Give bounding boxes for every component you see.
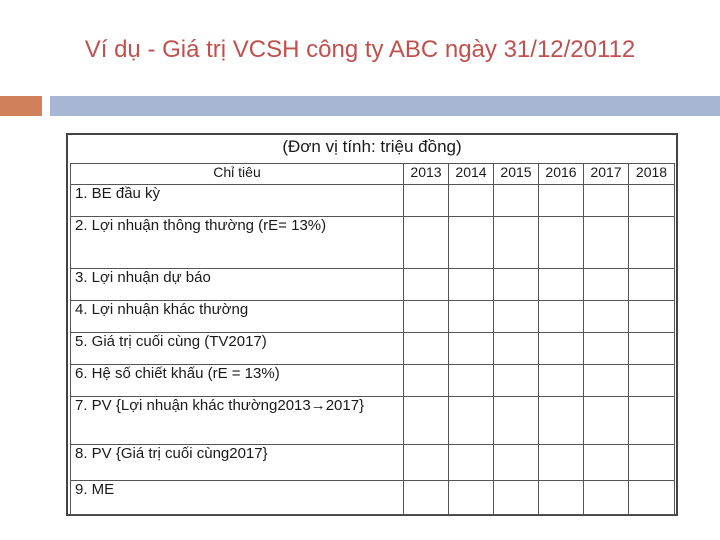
- value-cell: [629, 333, 675, 365]
- value-cell: [584, 217, 629, 269]
- row-label: 4. Lợi nhuận khác thường: [71, 301, 404, 333]
- value-cell: [629, 445, 675, 481]
- value-cell: [449, 481, 494, 515]
- value-cell: [584, 269, 629, 301]
- value-cell: [404, 269, 449, 301]
- value-cell: [539, 397, 584, 445]
- value-cell: [404, 397, 449, 445]
- table-row: [71, 269, 675, 301]
- value-cell: [584, 301, 629, 333]
- value-cell: [494, 185, 539, 217]
- value-cell: [584, 481, 629, 515]
- value-cell: [404, 217, 449, 269]
- row-label: 3. Lợi nhuận dự báo: [71, 269, 404, 301]
- column-header-year: 2016: [539, 164, 584, 185]
- value-cell: [449, 445, 494, 481]
- table-row: [71, 217, 675, 269]
- title-underline-bar: [50, 96, 720, 116]
- column-header-year: 2017: [584, 164, 629, 185]
- table-row: [71, 301, 675, 333]
- value-cell: [539, 269, 584, 301]
- valuation-table: [70, 163, 675, 515]
- table-row: [71, 365, 675, 397]
- value-cell: [629, 217, 675, 269]
- unit-note: (Đơn vị tính: triệu đồng): [282, 137, 462, 156]
- value-cell: [539, 365, 584, 397]
- value-cell: [629, 365, 675, 397]
- value-cell: [404, 365, 449, 397]
- value-cell: [629, 185, 675, 217]
- value-cell: [404, 185, 449, 217]
- table-row: [71, 397, 675, 445]
- row-label: 2. Lợi nhuận thông thường (rE= 13%): [71, 217, 404, 269]
- table-row: [71, 445, 675, 481]
- slide-title: Ví dụ - Giá trị VCSH công ty ABC ngày 31/12/20112: [84, 36, 636, 63]
- column-header-year: 2014: [449, 164, 494, 185]
- table-row: [71, 333, 675, 365]
- value-cell: [539, 217, 584, 269]
- row-label: 6. Hệ số chiết khấu (rE = 13%): [71, 365, 404, 397]
- value-cell: [629, 397, 675, 445]
- value-cell: [584, 365, 629, 397]
- value-cell: [584, 445, 629, 481]
- value-cell: [494, 445, 539, 481]
- value-cell: [539, 301, 584, 333]
- value-cell: [494, 481, 539, 515]
- column-header-year: 2013: [404, 164, 449, 185]
- value-cell: [494, 301, 539, 333]
- value-cell: [539, 445, 584, 481]
- accent-bar: [0, 96, 42, 116]
- value-cell: [494, 365, 539, 397]
- column-header-year: 2015: [494, 164, 539, 185]
- value-cell: [449, 185, 494, 217]
- value-cell: [449, 365, 494, 397]
- value-cell: [404, 445, 449, 481]
- value-cell: [539, 333, 584, 365]
- value-cell: [629, 269, 675, 301]
- value-cell: [449, 301, 494, 333]
- value-cell: [494, 269, 539, 301]
- value-cell: [539, 481, 584, 515]
- row-label: 1. BE đầu kỳ: [71, 185, 404, 217]
- table-row: [71, 185, 675, 217]
- value-cell: [449, 333, 494, 365]
- value-cell: [404, 481, 449, 515]
- row-label: 5. Giá trị cuối cùng (TV2017): [71, 333, 404, 365]
- value-cell: [449, 217, 494, 269]
- header-row: [71, 164, 675, 185]
- column-header-label: Chỉ tiêu: [71, 164, 404, 185]
- value-cell: [404, 301, 449, 333]
- value-cell: [404, 333, 449, 365]
- value-cell: [539, 185, 584, 217]
- value-cell: [584, 333, 629, 365]
- table-row: [71, 481, 675, 515]
- row-label: 8. PV {Giá trị cuối cùng2017}: [71, 445, 404, 481]
- table-frame: [66, 133, 678, 516]
- value-cell: [629, 481, 675, 515]
- value-cell: [584, 397, 629, 445]
- value-cell: [449, 397, 494, 445]
- value-cell: [494, 217, 539, 269]
- row-label: 9. ME: [71, 481, 404, 515]
- row-label: 7. PV {Lợi nhuận khác thường2013→2017}: [71, 397, 404, 445]
- value-cell: [449, 269, 494, 301]
- value-cell: [494, 397, 539, 445]
- value-cell: [584, 185, 629, 217]
- column-header-year: 2018: [629, 164, 675, 185]
- value-cell: [629, 301, 675, 333]
- value-cell: [494, 333, 539, 365]
